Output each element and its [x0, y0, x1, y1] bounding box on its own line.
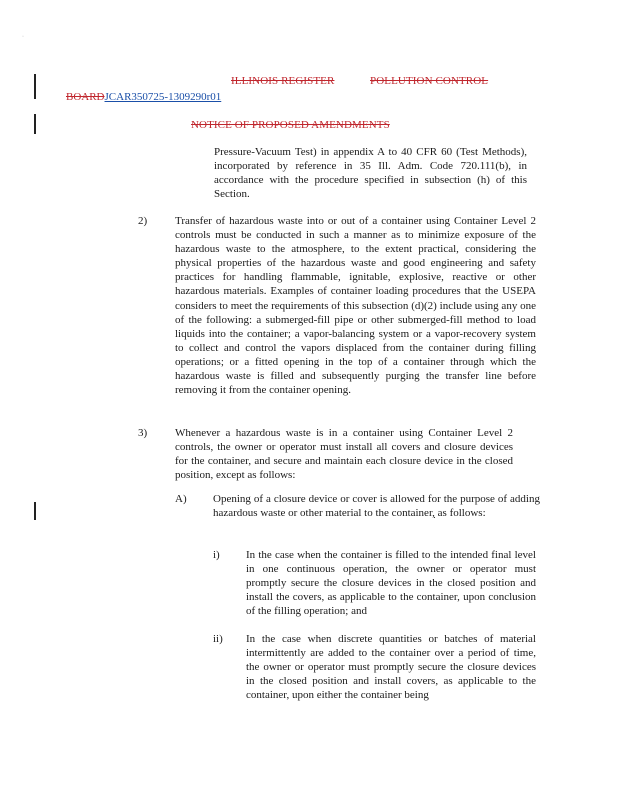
- header-notice: NOTICE OF PROPOSED AMENDMENTS: [191, 119, 390, 131]
- continuation-paragraph: Pressure-Vacuum Test) in appendix A to 40 CFR 60 (Test Methods), incorporated by reference in 35 Ill. Adm. Code 720.111(b), in accordance with the procedure specified in subsection (h) of this Section.: [214, 146, 527, 201]
- header-board-struck: POLLUTION CONTROL: [370, 75, 489, 87]
- item-3-number: 3): [138, 427, 148, 439]
- item-a-text-tail: as follows:: [434, 507, 486, 520]
- item-a-paragraph: [213, 492, 540, 520]
- item-i-paragraph: In the case when the container is filled to the intended final level in one continuous operation, the owner or operator must promptly secure the closure devices in the closed position and install the covers, as applicable to the container, upon conclusion of the filling operation; and: [246, 549, 536, 618]
- item-ii-paragraph: In the case when discrete quantities or batches of material intermittently are added to the container over a period of time, the owner or operator must promptly secure the closure devices in the closed position and install covers, as applicable to the container, upon either the container being: [246, 633, 536, 702]
- change-bar: [34, 74, 36, 99]
- change-bar: [34, 502, 36, 520]
- item-ii-number: ii): [213, 633, 223, 645]
- header-board-struck-word: BOARD: [66, 91, 105, 103]
- item-a-text: Opening of a closure device or cover is allowed for the purpose of adding hazardous waste or other material to the container: [213, 493, 540, 520]
- item-3-paragraph: Whenever a hazardous waste is in a container using Container Level 2 controls, the owner or operator must install all covers and closure devices for the container, and secure and maintain each closure device in the closed position, except as follows:: [175, 427, 513, 482]
- header-board-line: [66, 91, 221, 103]
- item-2-number: 2): [138, 215, 148, 227]
- item-i-number: i): [213, 549, 220, 561]
- header-jcar-code: JCAR350725-1309290r01: [104, 91, 222, 103]
- item-a-number: A): [175, 493, 187, 505]
- item-2-paragraph: Transfer of hazardous waste into or out of a container using Container Level 2 controls must be conducted in such a manner as to minimize exposure of the hazardous waste to the atmosphere, to the extent practical, considering the physical properties of the hazardous waste and good engineering and safety practices for handling flammable, ignitable, explosive, reactive or other hazardous materials. Examples of container loading procedures that the USEPA considers to meet the requirements of this subsection (d)(2) include using any one of the following: a submerged-fill pipe or other submerged-fill method to load liquids into the container; a vapor-balancing system or a vapor-recovery system to collect and control the vapors displaced from the container during filling operations; or a fitted opening in the top of a container through which the hazardous waste is filled and subsequently purging the transfer line before removing it from the container opening.: [175, 215, 536, 397]
- scan-mark: ·: [22, 34, 24, 40]
- change-bar: [34, 114, 36, 134]
- inserted-comma: ,: [432, 507, 435, 520]
- header-register: ILLINOIS REGISTER: [231, 75, 335, 87]
